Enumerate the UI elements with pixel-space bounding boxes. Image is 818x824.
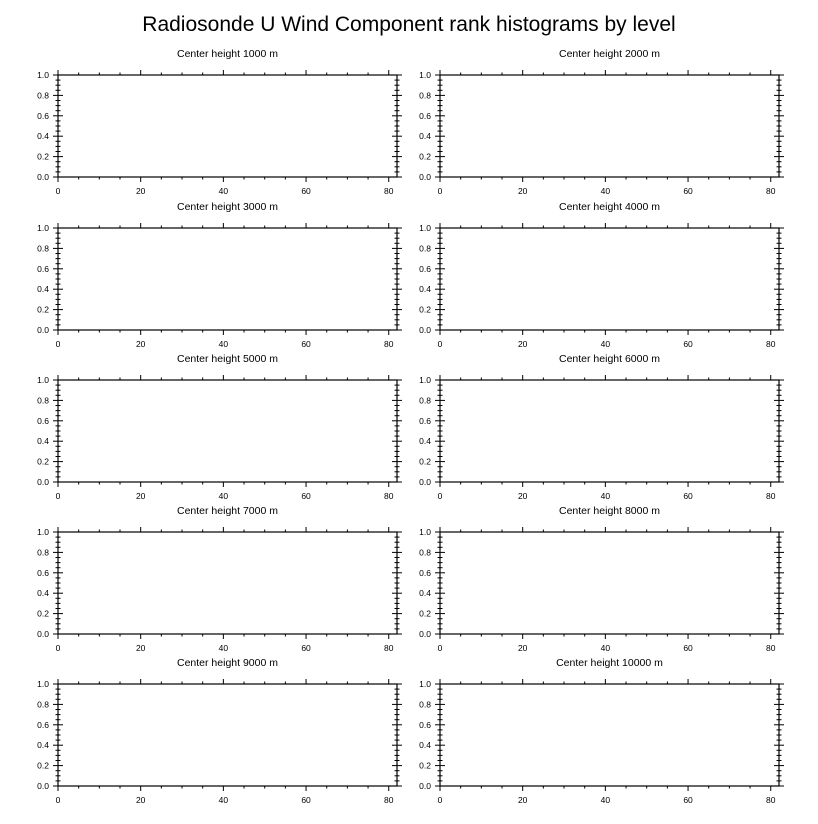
panel xyxy=(37,657,402,805)
x-tick-label: 0 xyxy=(55,643,61,653)
x-tick-label: 20 xyxy=(517,186,528,196)
y-tick-label: 0.8 xyxy=(419,243,431,254)
x-tick-label: 20 xyxy=(135,491,146,501)
x-tick-label: 20 xyxy=(517,643,528,653)
y-tick-label: 0.4 xyxy=(419,436,431,447)
plot-frame xyxy=(58,228,397,330)
y-tick-label: 0.8 xyxy=(37,395,49,406)
panel-title: Center height 4000 m xyxy=(559,201,660,213)
y-tick-label: 0.0 xyxy=(37,172,49,182)
plot-frame xyxy=(58,684,397,786)
y-tick-label: 0.0 xyxy=(419,781,431,791)
y-tick-label: 0.2 xyxy=(37,608,49,619)
x-tick-label: 60 xyxy=(683,186,693,196)
y-tick-label: 1.0 xyxy=(419,679,431,689)
y-tick-label: 0.6 xyxy=(419,110,431,121)
x-tick-label: 20 xyxy=(135,339,146,349)
x-tick-label: 20 xyxy=(135,186,146,196)
panel xyxy=(419,505,784,653)
y-tick-label: 0.2 xyxy=(419,760,431,771)
x-tick-label: 60 xyxy=(683,795,693,805)
panel xyxy=(37,505,402,653)
panel xyxy=(37,201,402,349)
x-tick-label: 40 xyxy=(600,643,611,653)
figure-title: Radiosonde U Wind Component rank histograms by level xyxy=(142,13,676,36)
panel-title: Center height 5000 m xyxy=(177,353,278,365)
panel-title: Center height 3000 m xyxy=(177,201,278,213)
y-tick-label: 1.0 xyxy=(37,527,49,537)
y-tick-label: 0.4 xyxy=(37,436,49,447)
panel xyxy=(419,657,784,805)
x-tick-label: 60 xyxy=(301,339,311,349)
y-tick-label: 0.6 xyxy=(37,567,49,578)
x-tick-label: 40 xyxy=(600,186,611,196)
x-tick-label: 0 xyxy=(55,491,61,501)
x-tick-label: 0 xyxy=(55,795,61,805)
panel-title: Center height 6000 m xyxy=(559,353,660,365)
y-tick-label: 0.2 xyxy=(37,760,49,771)
panel xyxy=(419,48,784,196)
y-tick-label: 0.8 xyxy=(419,90,431,101)
x-tick-label: 40 xyxy=(218,795,229,805)
x-tick-label: 80 xyxy=(383,643,394,653)
x-tick-label: 0 xyxy=(437,643,443,653)
y-tick-label: 0.0 xyxy=(37,325,49,335)
y-tick-label: 0.6 xyxy=(419,263,431,274)
plot-frame xyxy=(58,532,397,634)
x-tick-label: 20 xyxy=(135,795,146,805)
y-tick-label: 1.0 xyxy=(419,375,431,385)
plot-frame xyxy=(440,380,779,482)
y-tick-label: 0.4 xyxy=(419,588,431,599)
x-tick-label: 40 xyxy=(600,491,611,501)
x-tick-label: 0 xyxy=(437,339,443,349)
x-tick-label: 40 xyxy=(218,643,229,653)
y-tick-label: 0.2 xyxy=(37,304,49,315)
y-tick-label: 0.0 xyxy=(37,781,49,791)
x-tick-label: 80 xyxy=(765,795,776,805)
x-tick-label: 20 xyxy=(135,643,146,653)
y-tick-label: 0.6 xyxy=(419,415,431,426)
y-tick-label: 0.4 xyxy=(37,740,49,751)
y-tick-label: 0.0 xyxy=(419,629,431,639)
panel-title: Center height 7000 m xyxy=(177,505,278,517)
x-tick-label: 20 xyxy=(517,795,528,805)
x-tick-label: 60 xyxy=(301,491,311,501)
y-tick-label: 0.2 xyxy=(37,151,49,162)
y-tick-label: 1.0 xyxy=(37,375,49,385)
panel xyxy=(37,48,402,196)
y-tick-label: 1.0 xyxy=(37,223,49,233)
x-tick-label: 80 xyxy=(765,643,776,653)
x-tick-label: 40 xyxy=(218,339,229,349)
x-tick-label: 80 xyxy=(765,186,776,196)
x-tick-label: 40 xyxy=(600,339,611,349)
y-tick-label: 0.8 xyxy=(37,90,49,101)
x-tick-label: 60 xyxy=(301,795,311,805)
plot-frame xyxy=(440,75,779,177)
y-tick-label: 0.0 xyxy=(37,477,49,487)
y-tick-label: 0.4 xyxy=(37,588,49,599)
y-tick-label: 0.2 xyxy=(419,456,431,467)
y-tick-label: 1.0 xyxy=(419,527,431,537)
y-tick-label: 0.6 xyxy=(419,567,431,578)
y-tick-label: 0.6 xyxy=(37,719,49,730)
y-tick-label: 0.4 xyxy=(37,131,49,142)
panel-title: Center height 10000 m xyxy=(556,657,663,669)
y-tick-label: 0.8 xyxy=(37,699,49,710)
y-tick-label: 0.6 xyxy=(37,263,49,274)
x-tick-label: 40 xyxy=(218,491,229,501)
y-tick-label: 1.0 xyxy=(37,679,49,689)
x-tick-label: 60 xyxy=(301,186,311,196)
panel-grid xyxy=(37,48,784,805)
plot-frame xyxy=(58,75,397,177)
y-tick-label: 0.4 xyxy=(419,740,431,751)
panel xyxy=(419,353,784,501)
x-tick-label: 80 xyxy=(383,491,394,501)
y-tick-label: 0.6 xyxy=(419,719,431,730)
x-tick-label: 40 xyxy=(218,186,229,196)
y-tick-label: 0.4 xyxy=(419,131,431,142)
x-tick-label: 0 xyxy=(55,186,61,196)
x-tick-label: 80 xyxy=(383,339,394,349)
x-tick-label: 60 xyxy=(301,643,311,653)
y-tick-label: 1.0 xyxy=(419,223,431,233)
y-tick-label: 0.6 xyxy=(37,415,49,426)
panel-title: Center height 9000 m xyxy=(177,657,278,669)
y-tick-label: 0.4 xyxy=(37,284,49,295)
x-tick-label: 80 xyxy=(765,491,776,501)
y-tick-label: 0.8 xyxy=(37,547,49,558)
y-tick-label: 0.8 xyxy=(419,395,431,406)
panel-title: Center height 2000 m xyxy=(559,48,660,60)
y-tick-label: 0.2 xyxy=(419,608,431,619)
y-tick-label: 0.0 xyxy=(419,477,431,487)
plot-frame xyxy=(440,684,779,786)
y-tick-label: 0.0 xyxy=(419,325,431,335)
x-tick-label: 60 xyxy=(683,643,693,653)
y-tick-label: 0.8 xyxy=(419,699,431,710)
panel-title: Center height 8000 m xyxy=(559,505,660,517)
y-tick-label: 0.0 xyxy=(37,629,49,639)
y-tick-label: 0.8 xyxy=(37,243,49,254)
x-tick-label: 80 xyxy=(383,186,394,196)
x-tick-label: 40 xyxy=(600,795,611,805)
x-tick-label: 20 xyxy=(517,491,528,501)
y-tick-label: 0.2 xyxy=(419,304,431,315)
x-tick-label: 20 xyxy=(517,339,528,349)
y-tick-label: 0.4 xyxy=(419,284,431,295)
plot-frame xyxy=(58,380,397,482)
x-tick-label: 0 xyxy=(437,795,443,805)
x-tick-label: 60 xyxy=(683,491,693,501)
panel-title: Center height 1000 m xyxy=(177,48,278,60)
y-tick-label: 0.8 xyxy=(419,547,431,558)
plot-frame xyxy=(440,532,779,634)
y-tick-label: 0.0 xyxy=(419,172,431,182)
x-tick-label: 60 xyxy=(683,339,693,349)
x-tick-label: 0 xyxy=(437,491,443,501)
y-tick-label: 0.2 xyxy=(37,456,49,467)
x-tick-label: 80 xyxy=(765,339,776,349)
x-tick-label: 0 xyxy=(437,186,443,196)
panel xyxy=(37,353,402,501)
y-tick-label: 0.2 xyxy=(419,151,431,162)
y-tick-label: 0.6 xyxy=(37,110,49,121)
x-tick-label: 80 xyxy=(383,795,394,805)
plot-frame xyxy=(440,228,779,330)
y-tick-label: 1.0 xyxy=(37,70,49,80)
panel xyxy=(419,201,784,349)
x-tick-label: 0 xyxy=(55,339,61,349)
y-tick-label: 1.0 xyxy=(419,70,431,80)
